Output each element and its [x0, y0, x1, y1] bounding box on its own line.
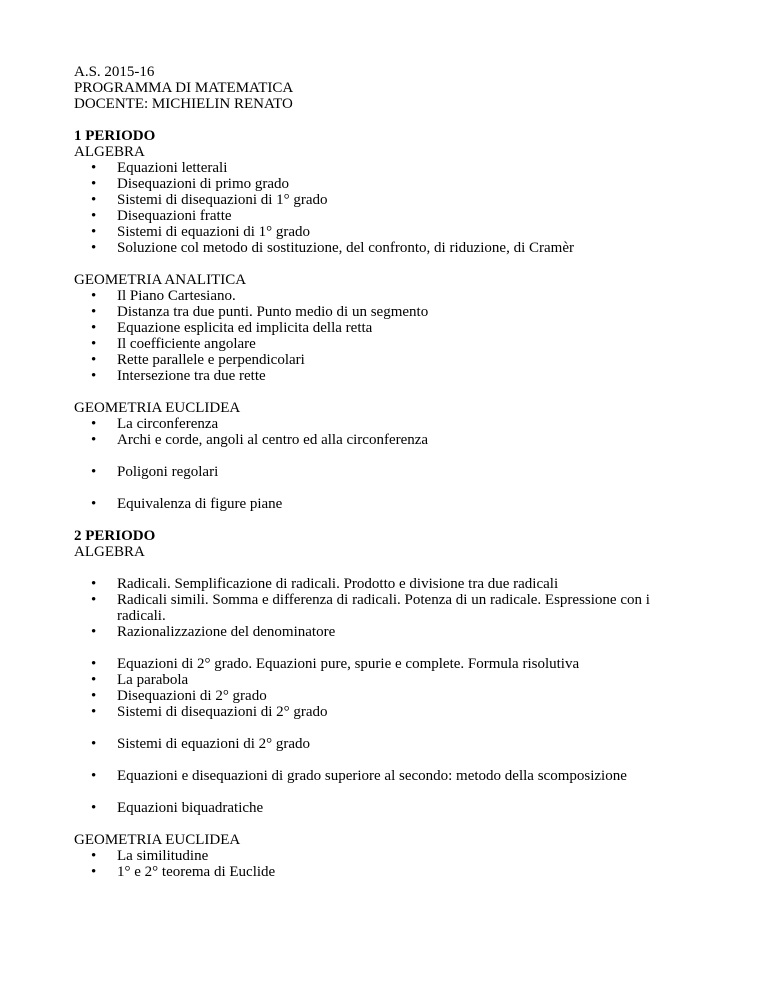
period1-euclidea-list-2 — [74, 464, 694, 480]
period2-euclidea-heading: GEOMETRIA EUCLIDEA — [74, 832, 241, 848]
bullet-icon: • — [91, 864, 97, 880]
list-item: • Equazioni biquadratiche — [91, 800, 264, 816]
list-item: • Sistemi di disequazioni di 2° grado — [91, 704, 328, 720]
program-title: PROGRAMMA DI MATEMATICA — [74, 80, 294, 96]
period2-title: 2 PERIODO — [74, 528, 156, 544]
bullet-icon: • — [91, 336, 97, 352]
period2-algebra-list-3 — [74, 736, 694, 752]
period2-algebra-list-5 — [74, 800, 694, 816]
period1-euclidea-heading: GEOMETRIA EUCLIDEA — [74, 400, 241, 416]
list-item: • Disequazioni di primo grado — [91, 176, 290, 192]
list-item: • Rette parallele e perpendicolari — [91, 352, 305, 368]
bullet-icon: • — [91, 848, 97, 864]
period2-euclidea-list — [74, 848, 694, 880]
bullet-icon: • — [91, 304, 97, 320]
list-item: • La parabola — [91, 672, 189, 688]
period2-algebra-list-2 — [74, 656, 694, 720]
bullet-icon: • — [91, 768, 97, 784]
bullet-icon: • — [91, 432, 97, 448]
bullet-icon: • — [91, 656, 97, 672]
bullet-icon: • — [91, 288, 97, 304]
bullet-icon: • — [91, 624, 97, 640]
bullet-icon: • — [91, 592, 97, 608]
list-item: • Equivalenza di figure piane — [91, 496, 283, 512]
document-page — [74, 64, 694, 880]
list-item: • 1° e 2° teorema di Euclide — [91, 864, 276, 880]
bullet-icon: • — [91, 736, 97, 752]
list-item: • Equazione esplicita ed implicita della retta — [91, 320, 373, 336]
bullet-icon: • — [91, 496, 97, 512]
list-item: • Distanza tra due punti. Punto medio di un segmento — [91, 304, 429, 320]
bullet-icon: • — [91, 352, 97, 368]
list-item: • Il coefficiente angolare — [91, 336, 256, 352]
list-item: • La similitudine — [91, 848, 209, 864]
bullet-icon: • — [91, 160, 97, 176]
list-item: • Disequazioni di 2° grado — [91, 688, 267, 704]
list-item: • Radicali. Semplificazione di radicali. Prodotto e divisione tra due radicali — [91, 576, 559, 592]
period2-algebra-list-4 — [74, 768, 694, 784]
bullet-icon: • — [91, 192, 97, 208]
bullet-icon: • — [91, 320, 97, 336]
period2-algebra-heading: ALGEBRA — [74, 544, 145, 560]
list-item: • Equazioni di 2° grado. Equazioni pure, spurie e complete. Formula risolutiva — [91, 656, 580, 672]
list-item: • La circonferenza — [91, 416, 219, 432]
period1-analitica-heading: GEOMETRIA ANALITICA — [74, 272, 247, 288]
period2-algebra-list — [74, 576, 694, 640]
period1-euclidea-list — [74, 416, 694, 448]
bullet-icon: • — [91, 800, 97, 816]
list-item: • Disequazioni fratte — [91, 208, 232, 224]
bullet-icon: • — [91, 368, 97, 384]
bullet-icon: • — [91, 176, 97, 192]
bullet-icon: • — [91, 208, 97, 224]
list-item: • Archi e corde, angoli al centro ed alla circonferenza — [91, 432, 429, 448]
period1-title: 1 PERIODO — [74, 128, 156, 144]
school-year: A.S. 2015-16 — [74, 64, 155, 80]
list-item: • Poligoni regolari — [91, 464, 219, 480]
list-item: • Il Piano Cartesiano. — [91, 288, 236, 304]
list-item: • Sistemi di disequazioni di 1° grado — [91, 192, 328, 208]
period1-analitica-list — [74, 288, 694, 384]
bullet-icon: • — [91, 704, 97, 720]
list-item: • Intersezione tra due rette — [91, 368, 266, 384]
bullet-icon: • — [91, 688, 97, 704]
teacher-name: DOCENTE: MICHIELIN RENATO — [74, 96, 293, 112]
bullet-icon: • — [91, 672, 97, 688]
list-item: • Razionalizzazione del denominatore — [91, 624, 336, 640]
bullet-icon: • — [91, 416, 97, 432]
bullet-icon: • — [91, 464, 97, 480]
list-item: • Sistemi di equazioni di 2° grado — [91, 736, 311, 752]
list-item: • Soluzione col metodo di sostituzione, del confronto, di riduzione, di Cramèr — [91, 240, 574, 256]
period1-algebra-list — [74, 160, 694, 256]
bullet-icon: • — [91, 576, 97, 592]
list-item: • Equazioni e disequazioni di grado superiore al secondo: metodo della scomposizione — [91, 768, 627, 784]
list-item: • Radicali simili. Somma e differenza di radicali. Potenza di un radicale. Espressione con i radicali. — [91, 592, 650, 624]
period1-algebra-heading: ALGEBRA — [74, 144, 145, 160]
list-item: • Sistemi di equazioni di 1° grado — [91, 224, 311, 240]
period1-euclidea-list-3 — [74, 496, 694, 512]
list-item: • Equazioni letterali — [91, 160, 228, 176]
bullet-icon: • — [91, 224, 97, 240]
bullet-icon: • — [91, 240, 97, 256]
